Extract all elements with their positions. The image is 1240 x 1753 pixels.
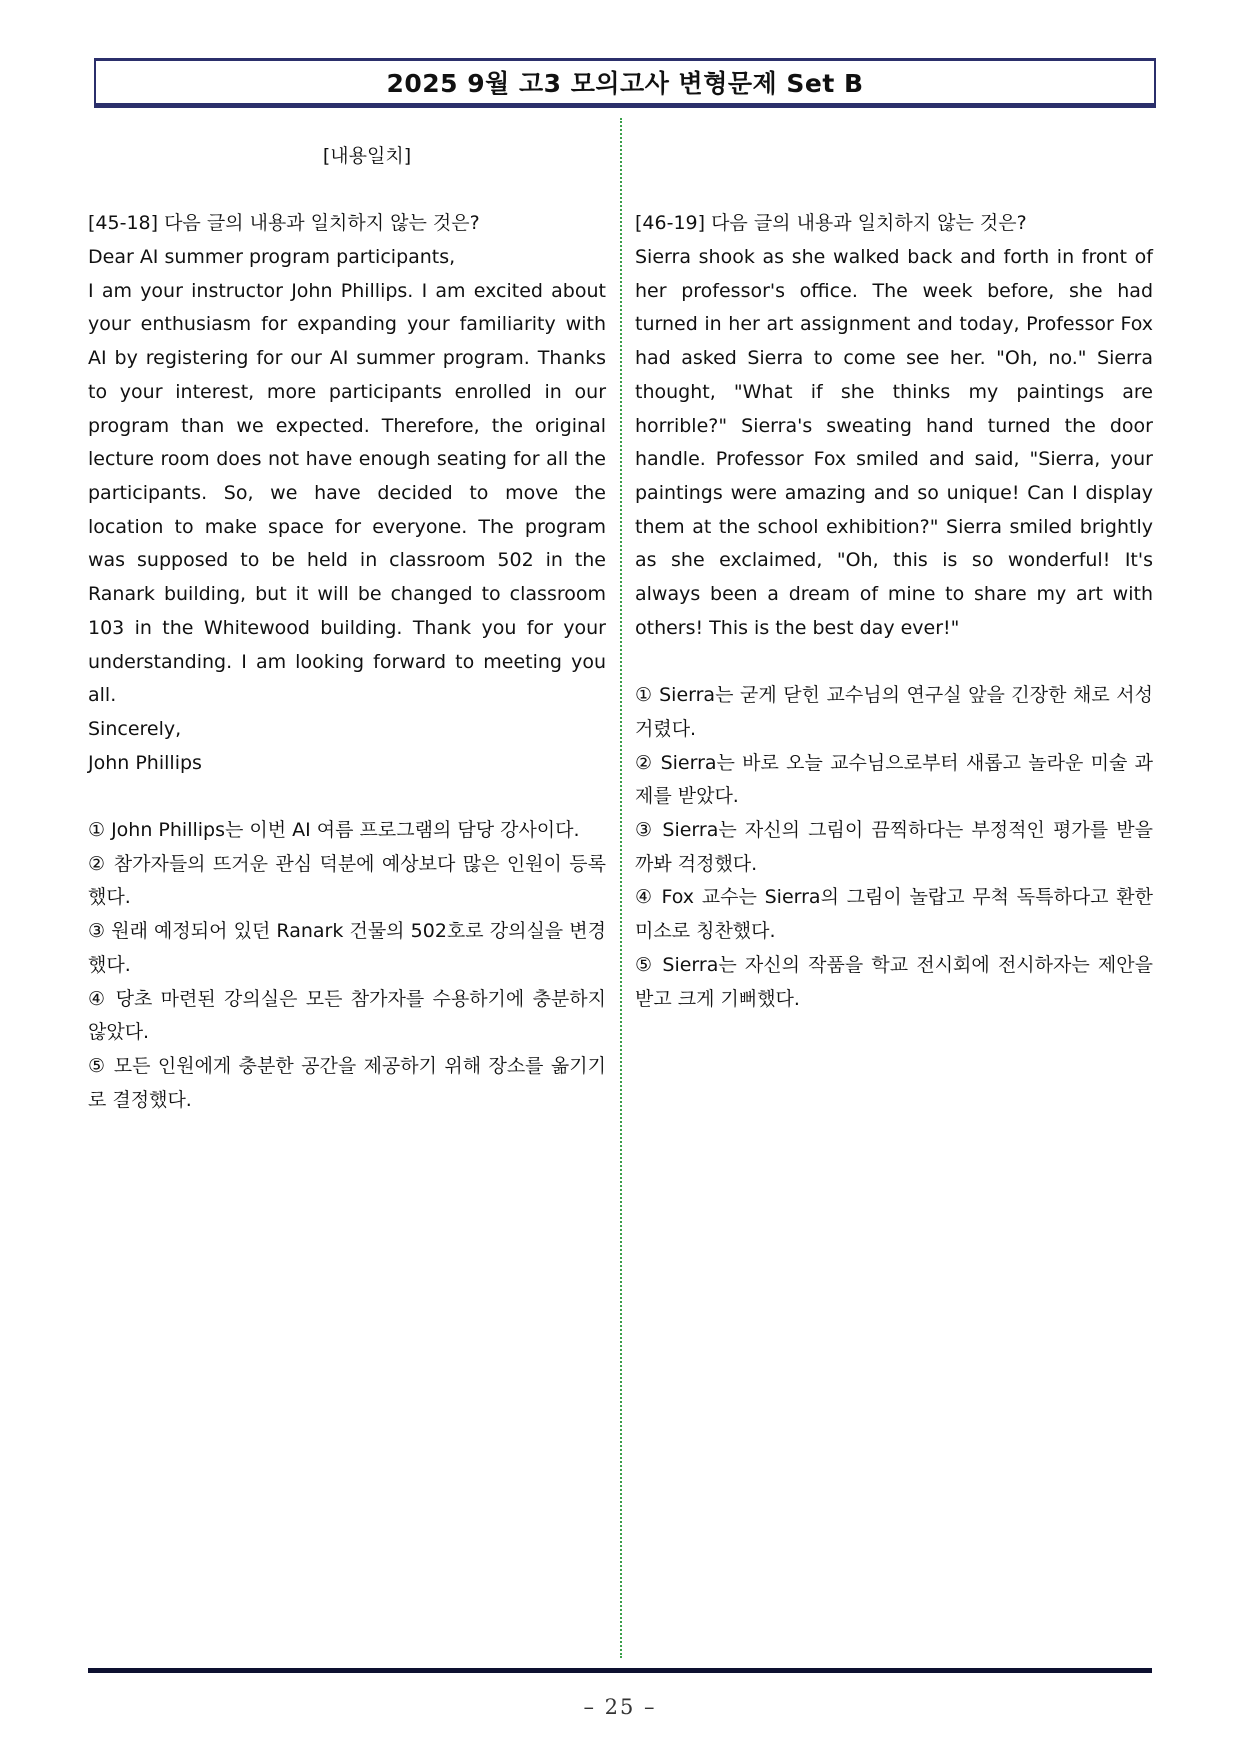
passage-body: I am your instructor John Phillips. I am excited about your enthusiasm for expanding your familiarity with AI by registering for our AI summer program. Thanks to your interest, more participants enrolled in our program than we expected. Therefore, the original lecture room does not have enough seating for all the participants. So, we have decided to move the location to make space for everyone. The program was supposed to be held in classroom 502 in the Ranark building, but it will be changed to classroom 103 in the Whitewood building. Thank you for your understanding. I am looking forward to meeting you all. — [88, 279, 606, 707]
passage-body: Sierra shook as she walked back and forth in front of her professor's office. The week before, she had turned in her art assignment and today, Professor Fox had asked Sierra to come see her. "Oh, no." Sierra thought, "What if she thinks my paintings are horrible?" Sierra's sweating hand turned the door handle. Professor Fox smiled and said, "Sierra, your paintings were amazing and so unique! Can I display them at the school exhibition?" Sierra smiled brightly as she exclaimed, "Oh, this is so wonderful! It's always been a dream of mine to share my art with others! This is the best day ever!" — [635, 246, 1153, 639]
right-column — [635, 140, 1153, 1016]
question-passage — [635, 241, 1153, 645]
column-divider — [620, 118, 622, 1658]
answer-option-5[interactable]: ⑤ Sierra는 자신의 작품을 학교 전시회에 전시하자는 제안을 받고 크게 기뻐했다. — [635, 953, 1153, 1010]
question-heading: [46-19] 다음 글의 내용과 일치하지 않는 것은? — [635, 212, 1027, 235]
question-heading: [45-18] 다음 글의 내용과 일치하지 않는 것은? — [88, 212, 480, 235]
answer-options — [635, 679, 1153, 1016]
section-tag: [내용일치] — [322, 145, 412, 167]
passage-salutation: Dear AI summer program participants, — [88, 246, 456, 269]
answer-option-5[interactable]: ⑤ 모든 인원에게 충분한 공간을 제공하기 위해 장소를 옮기기로 결정했다. — [88, 1054, 606, 1111]
answer-option-4[interactable]: ④ 당초 마련된 강의실은 모든 참가자를 수용하기에 충분하지 않았다. — [88, 987, 606, 1044]
passage-signature: John Phillips — [88, 751, 202, 774]
left-column — [88, 140, 606, 1117]
footer-rule — [88, 1668, 1152, 1673]
answer-option-2[interactable]: ② Sierra는 바로 오늘 교수님으로부터 새롭고 놀라운 미술 과제를 받았다. — [635, 751, 1153, 808]
answer-options — [88, 814, 606, 1117]
answer-option-1[interactable]: ① John Phillips는 이번 AI 여름 프로그램의 담당 강사이다. — [88, 819, 580, 842]
passage-closing: Sincerely, — [88, 717, 182, 740]
answer-option-3[interactable]: ③ Sierra는 자신의 그림이 끔찍하다는 부정적인 평가를 받을까봐 걱정했다. — [635, 819, 1153, 875]
page-header — [94, 58, 1156, 108]
page-number: – 25 – — [583, 1695, 657, 1719]
answer-option-4[interactable]: ④ Fox 교수는 Sierra의 그림이 놀랍고 무척 독특하다고 환한 미소로 칭찬했다. — [635, 886, 1153, 943]
answer-option-3[interactable]: ③ 원래 예정되어 있던 Ranark 건물의 502호로 강의실을 변경했다. — [88, 920, 606, 976]
answer-option-1[interactable]: ① Sierra는 굳게 닫힌 교수님의 연구실 앞을 긴장한 채로 서성거렸다. — [635, 684, 1153, 740]
question-passage — [88, 241, 606, 780]
page-title: 2025 9월 고3 모의고사 변형문제 Set B — [386, 69, 864, 98]
answer-option-2[interactable]: ② 참가자들의 뜨거운 관심 덕분에 예상보다 많은 인원이 등록했다. — [88, 852, 606, 909]
